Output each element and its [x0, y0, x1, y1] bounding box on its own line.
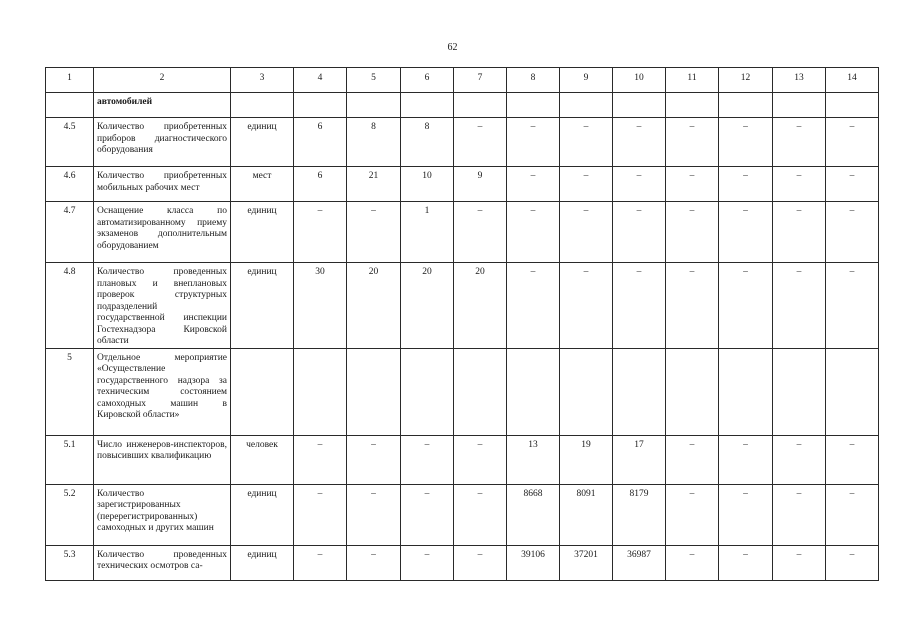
- value-cell: [294, 348, 347, 435]
- value-cell: –: [826, 167, 879, 202]
- unit-cell: единиц: [231, 263, 294, 349]
- value-cell: [773, 93, 826, 118]
- value-cell: [507, 93, 560, 118]
- value-cell: –: [826, 202, 879, 263]
- value-cell: –: [719, 263, 773, 349]
- value-cell: 30: [294, 263, 347, 349]
- column-number-cell: 7: [454, 68, 507, 93]
- value-cell: [666, 93, 719, 118]
- row-number-cell: 4.7: [46, 202, 94, 263]
- value-cell: [560, 93, 613, 118]
- value-cell: –: [666, 484, 719, 545]
- value-cell: –: [294, 435, 347, 484]
- table-row: [46, 484, 879, 545]
- unit-cell: единиц: [231, 202, 294, 263]
- unit-cell: единиц: [231, 118, 294, 167]
- unit-cell: единиц: [231, 484, 294, 545]
- value-cell: –: [826, 484, 879, 545]
- value-cell: –: [719, 484, 773, 545]
- unit-cell: [231, 348, 294, 435]
- unit-cell: человек: [231, 435, 294, 484]
- value-cell: –: [666, 545, 719, 580]
- value-cell: –: [666, 435, 719, 484]
- table-row: [46, 348, 879, 435]
- column-number-cell: 10: [613, 68, 666, 93]
- value-cell: –: [294, 202, 347, 263]
- value-cell: 20: [401, 263, 454, 349]
- value-cell: 1: [401, 202, 454, 263]
- value-cell: –: [454, 435, 507, 484]
- value-cell: [507, 348, 560, 435]
- value-cell: –: [773, 167, 826, 202]
- value-cell: [826, 348, 879, 435]
- value-cell: –: [719, 545, 773, 580]
- row-number-cell: 5: [46, 348, 94, 435]
- value-cell: –: [507, 118, 560, 167]
- column-number-cell: 5: [347, 68, 401, 93]
- value-cell: –: [560, 118, 613, 167]
- table-row: [46, 202, 879, 263]
- value-cell: [773, 348, 826, 435]
- value-cell: [347, 93, 401, 118]
- value-cell: –: [560, 263, 613, 349]
- value-cell: 8: [347, 118, 401, 167]
- value-cell: –: [666, 202, 719, 263]
- value-cell: 21: [347, 167, 401, 202]
- value-cell: –: [826, 263, 879, 349]
- unit-cell: единиц: [231, 545, 294, 580]
- value-cell: –: [613, 118, 666, 167]
- value-cell: –: [401, 435, 454, 484]
- value-cell: –: [507, 202, 560, 263]
- value-cell: 20: [454, 263, 507, 349]
- row-number-cell: 5.2: [46, 484, 94, 545]
- value-cell: [613, 348, 666, 435]
- column-number-cell: 11: [666, 68, 719, 93]
- row-number-cell: 5.1: [46, 435, 94, 484]
- row-number-cell: [46, 93, 94, 118]
- unit-cell: [231, 93, 294, 118]
- column-number-cell: 13: [773, 68, 826, 93]
- value-cell: –: [773, 545, 826, 580]
- value-cell: 37201: [560, 545, 613, 580]
- value-cell: –: [719, 435, 773, 484]
- value-cell: [347, 348, 401, 435]
- table-row: [46, 93, 879, 118]
- value-cell: –: [773, 435, 826, 484]
- value-cell: 19: [560, 435, 613, 484]
- column-number-cell: 14: [826, 68, 879, 93]
- value-cell: [560, 348, 613, 435]
- value-cell: –: [613, 263, 666, 349]
- table-row: [46, 118, 879, 167]
- value-cell: –: [560, 167, 613, 202]
- value-cell: –: [294, 545, 347, 580]
- row-number-cell: 4.8: [46, 263, 94, 349]
- column-number-row: [46, 68, 879, 93]
- value-cell: –: [666, 118, 719, 167]
- value-cell: 6: [294, 167, 347, 202]
- value-cell: –: [773, 118, 826, 167]
- value-cell: 36987: [613, 545, 666, 580]
- value-cell: –: [401, 545, 454, 580]
- value-cell: [401, 348, 454, 435]
- indicator-name-cell: Количество зарегистрированных (перерегистрированных) самоходных и других машин: [94, 484, 231, 545]
- value-cell: 39106: [507, 545, 560, 580]
- value-cell: –: [401, 484, 454, 545]
- value-cell: [454, 348, 507, 435]
- value-cell: –: [719, 118, 773, 167]
- table-row: [46, 263, 879, 349]
- value-cell: –: [666, 167, 719, 202]
- value-cell: –: [294, 484, 347, 545]
- row-number-cell: 5.3: [46, 545, 94, 580]
- column-number-cell: 12: [719, 68, 773, 93]
- value-cell: 8: [401, 118, 454, 167]
- value-cell: 10: [401, 167, 454, 202]
- indicator-name-cell: Отдельное мероприятие «Осуществление государственного надзора за техническим состоянием самоходных машин в Кировской области»: [94, 348, 231, 435]
- indicator-name-cell: Количество проведенных плановых и внеплановых проверок структурных подразделений государственной инспекции Гостехнадзора Кировской области: [94, 263, 231, 349]
- value-cell: [401, 93, 454, 118]
- value-cell: 6: [294, 118, 347, 167]
- value-cell: 8179: [613, 484, 666, 545]
- value-cell: 17: [613, 435, 666, 484]
- value-cell: 8091: [560, 484, 613, 545]
- column-number-cell: 3: [231, 68, 294, 93]
- table-row: [46, 435, 879, 484]
- value-cell: –: [773, 263, 826, 349]
- value-cell: –: [454, 202, 507, 263]
- value-cell: –: [454, 484, 507, 545]
- page-number: 62: [447, 42, 458, 53]
- row-number-cell: 4.6: [46, 167, 94, 202]
- value-cell: –: [507, 167, 560, 202]
- unit-cell: мест: [231, 167, 294, 202]
- value-cell: 13: [507, 435, 560, 484]
- value-cell: –: [613, 202, 666, 263]
- value-cell: –: [347, 435, 401, 484]
- indicator-name-cell: Количество проведенных технических осмотров са-: [94, 545, 231, 580]
- value-cell: –: [347, 545, 401, 580]
- value-cell: [719, 348, 773, 435]
- indicator-name-cell: Количество приобретенных мобильных рабочих мест: [94, 167, 231, 202]
- indicator-name-cell: Число инженеров-инспекторов, повысивших квалификацию: [94, 435, 231, 484]
- column-number-cell: 9: [560, 68, 613, 93]
- column-number-cell: 1: [46, 68, 94, 93]
- value-cell: [454, 93, 507, 118]
- value-cell: [294, 93, 347, 118]
- value-cell: –: [826, 118, 879, 167]
- indicator-name-cell: Оснащение класса по автоматизированному приему экзаменов дополнительным оборудованием: [94, 202, 231, 263]
- value-cell: –: [666, 263, 719, 349]
- value-cell: [719, 93, 773, 118]
- indicator-name-cell: автомобилей: [94, 93, 231, 118]
- column-number-cell: 2: [94, 68, 231, 93]
- value-cell: –: [347, 484, 401, 545]
- value-cell: [826, 93, 879, 118]
- value-cell: –: [826, 435, 879, 484]
- value-cell: –: [719, 167, 773, 202]
- row-number-cell: 4.5: [46, 118, 94, 167]
- table-row: [46, 545, 879, 580]
- value-cell: 20: [347, 263, 401, 349]
- indicator-name-cell: Количество приобретенных приборов диагностического оборудования: [94, 118, 231, 167]
- value-cell: –: [347, 202, 401, 263]
- table-body: [46, 68, 879, 581]
- column-number-cell: 8: [507, 68, 560, 93]
- indicators-table: [45, 67, 879, 581]
- value-cell: –: [773, 484, 826, 545]
- value-cell: 8668: [507, 484, 560, 545]
- column-number-cell: 6: [401, 68, 454, 93]
- value-cell: –: [773, 202, 826, 263]
- value-cell: –: [826, 545, 879, 580]
- value-cell: [613, 93, 666, 118]
- table-row: [46, 167, 879, 202]
- value-cell: –: [507, 263, 560, 349]
- value-cell: –: [454, 118, 507, 167]
- value-cell: 9: [454, 167, 507, 202]
- value-cell: –: [613, 167, 666, 202]
- value-cell: –: [719, 202, 773, 263]
- value-cell: –: [560, 202, 613, 263]
- value-cell: [666, 348, 719, 435]
- column-number-cell: 4: [294, 68, 347, 93]
- value-cell: –: [454, 545, 507, 580]
